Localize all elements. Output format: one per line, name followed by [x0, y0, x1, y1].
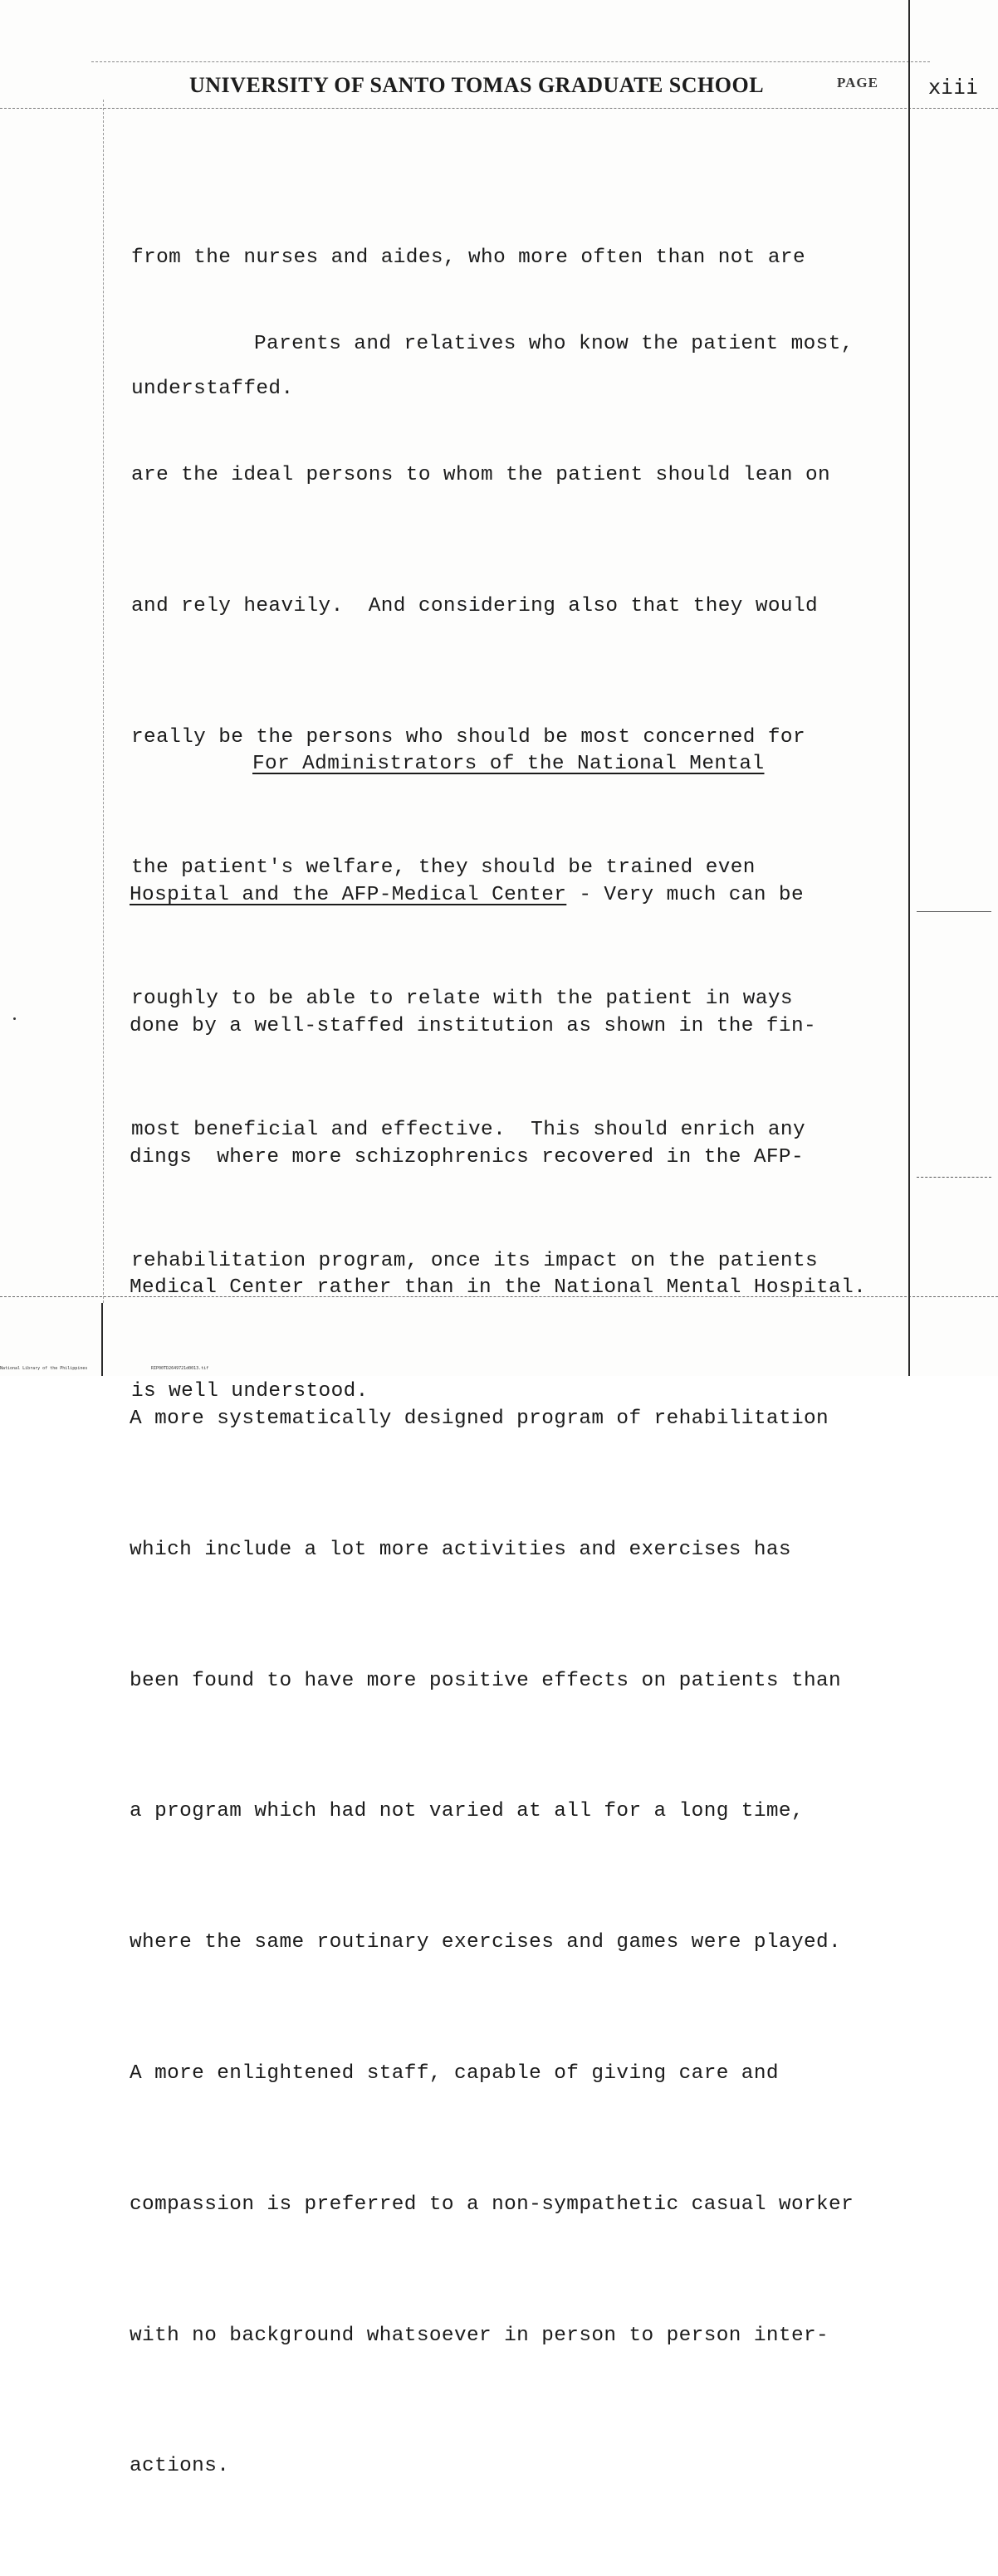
section-heading-cont: Hospital and the AFP-Medical Center	[130, 883, 567, 906]
administrators-section	[130, 656, 910, 2576]
file-id-note: RIP00TD2649721d0013.tif	[151, 1366, 209, 1371]
text-line: dings where more schizophrenics recovered in the AFP-	[130, 1145, 804, 1168]
stray-mark	[13, 1017, 16, 1020]
text-line: the patient's welfare, they should be trained even	[131, 856, 756, 880]
text-line: Parents and relatives who know the patient most,	[254, 333, 854, 356]
section-heading: For Administrators of the National Mental	[252, 753, 765, 776]
text-line: understaffed.	[131, 377, 294, 400]
left-margin-stub	[101, 1303, 103, 1376]
text-line: and rely heavily. And considering also that they would	[131, 594, 819, 617]
text-line: been found to have more positive effects on patients than	[130, 1669, 842, 1692]
page-number: xiii	[928, 75, 979, 99]
text-line: Medical Center rather than in the National Mental Hospital.	[130, 1276, 867, 1300]
header-rule	[0, 108, 998, 109]
text-line: A more systematically designed program of rehabilitation	[130, 1408, 829, 1431]
text-line: with no background whatsoever in person to person inter-	[130, 2324, 829, 2347]
left-margin-rule	[103, 100, 104, 1303]
text-line: which include a lot more activities and exercises has	[130, 1538, 791, 1561]
section-heading-line-2	[130, 874, 910, 918]
text-line: a program which had not varied at all for a long time,	[130, 1800, 804, 1823]
text-line: compassion is preferred to a non-sympathetic casual worker	[130, 2193, 854, 2216]
text-line: from the nurses and aides, who more often than not are	[131, 246, 805, 270]
right-tick-1	[917, 911, 991, 912]
section-heading-line-1	[130, 743, 910, 787]
text-line: done by a well-staffed institution as shown in the fin-	[130, 1014, 817, 1037]
right-tick-2	[917, 1177, 991, 1178]
text-line: where the same routinary exercises and games were played.	[130, 1931, 842, 1954]
text-line: roughly to be able to relate with the patient in ways	[131, 988, 793, 1011]
text-line: actions.	[130, 2455, 230, 2478]
section-lead-text: - Very much can be	[566, 883, 804, 906]
page-label: PAGE	[837, 75, 878, 90]
library-footer-note: National Library of the Philippines	[0, 1366, 88, 1371]
text-line: is well understood.	[131, 1380, 369, 1403]
school-header: UNIVERSITY OF SANTO TOMAS GRADUATE SCHOOL	[189, 73, 765, 97]
text-line: most beneficial and effective. This should enrich any	[131, 1118, 805, 1141]
text-line: rehabilitation program, once its impact on the patients	[131, 1249, 819, 1272]
text-line: really be the persons who should be most concerned for	[131, 725, 805, 749]
top-rule	[91, 61, 930, 62]
text-line: A more enlightened staff, capable of giving care and	[130, 2062, 779, 2085]
text-line: are the ideal persons to whom the patient should lean on	[131, 463, 831, 486]
